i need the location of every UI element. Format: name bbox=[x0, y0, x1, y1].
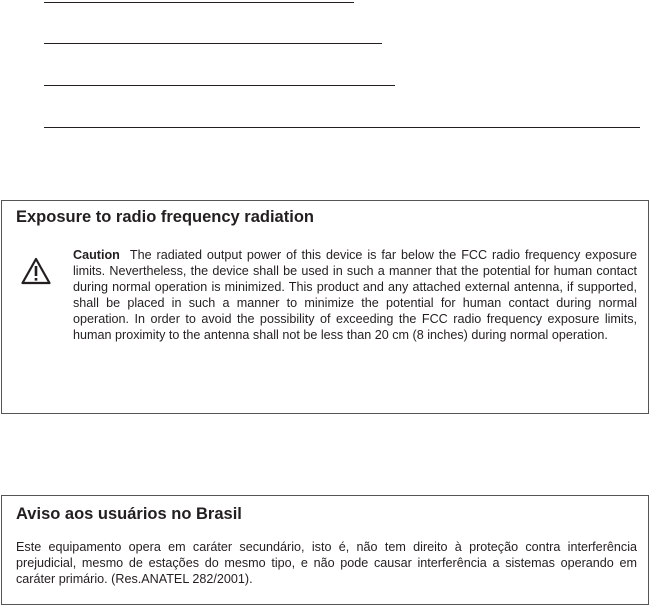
fill-in-line-2 bbox=[44, 43, 382, 44]
fill-in-line-1 bbox=[44, 2, 354, 3]
rf-exposure-title: Exposure to radio frequency radiation bbox=[16, 208, 314, 226]
caution-text: The radiated output power of this device is far below the FCC radio frequency exposure limits. Nevertheless, the device shall be used in such a manner that the potential for human contact during normal operation is minimized. This product and any attached external antenna, if supported, shall be placed in such a manner to minimize the potential for human contact during normal operation. In order to avoid the possibility of exceeding the FCC radio frequency exposure limits, human proximity to the antenna shall not be less than 20 cm (8 inches) during normal operation. bbox=[73, 248, 637, 342]
brazil-notice-box bbox=[1, 495, 649, 605]
fill-in-line-4 bbox=[44, 127, 640, 128]
brazil-notice-title: Aviso aos usuários no Brasil bbox=[16, 505, 242, 523]
fill-in-line-3 bbox=[44, 85, 395, 86]
caution-label: Caution bbox=[73, 248, 120, 262]
warning-triangle-icon bbox=[21, 257, 51, 285]
caution-paragraph bbox=[73, 248, 637, 343]
rf-exposure-box bbox=[1, 200, 649, 414]
brazil-notice-text: Este equipamento opera em caráter secundário, isto é, não tem direito à proteção contra interferência prejudicial, mesmo de estações do mesmo tipo, e não pode causar interferência a sistemas operando em caráter primário. (Res.ANATEL 282/2001). bbox=[16, 540, 637, 586]
